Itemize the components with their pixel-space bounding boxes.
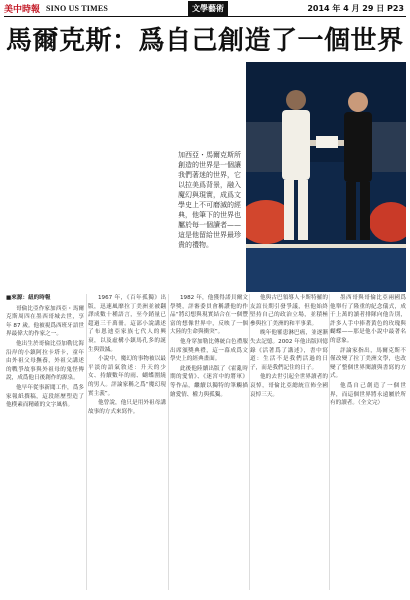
issue-date [307,3,404,14]
paragraph: 晚年他罹患淋巴癌，並逐漸失去記憶。2002 年他出版回憶錄《活著爲了講述》，書中寫道：生活不是我們活過的日子，而是我們記住的日子。 [250,330,328,371]
article-column-5 [330,294,406,594]
column-divider [168,294,169,590]
paragraph: 他與古巴領導人卡斯特羅的友誼長期引發爭議，但他始終堅持自己的政治立場，並積極參與拉丁美洲的和平事業。 [250,295,328,327]
paragraph: 他爲自己創造了一個世界，而這個世界將永遠屬於所有的讀者。（全文完） [330,382,406,407]
header-rule [4,16,406,17]
paragraph: 小說中，魔幻的事物被以最平淡的語氣敘述：升天的少女、持續數年的雨、蝴蝶圍繞的男人。評論家稱之爲“魔幻現實主義”。 [88,356,166,397]
photo-caption: 加西亞・馬爾克斯所創造的世界是一個讓我們著迷的世界，它以拉美爲背景，融入魔幻與現實，成爲文學史上不可磨滅的經典，他筆下的世界也屬於每一個讀者——這是他留給世界最珍貴的禮物。 [178,151,241,249]
paragraph: 墨西哥與哥倫比亞兩國爲他舉行了隆重的紀念儀式，成千上萬的讀者排隊向他告別，許多人手中捧著黃色的玫瑰與蝴蝶——那是他小說中最著名的意象。 [330,295,406,344]
paragraph: 1982 年，他獲得諾貝爾文學獎，評審委員會稱讚他的作品“將幻想與現實結合在一個豐富的想像世界中，反映了一個大陸的生命與衝突”。 [170,295,248,336]
paper-name: SINO US TIMES [46,3,109,13]
paragraph: 他曾說，他只是用外祖母講故事的方式來寫作。 [88,400,166,415]
article-column-4 [250,294,328,594]
paragraph: 他的去世引起全世界讀者的哀悼，哥倫比亞總統宣佈全國哀悼三天。 [250,374,328,398]
date-text: 2014 年 4 月 29 日 [307,3,385,13]
paragraph: 他出生於哥倫比亞加勒比海沿岸的小鎮阿拉卡塔卡，童年由外祖父母撫養，外祖父講述的戰爭故事與外祖母的鬼怪傳說，成爲他日後創作的源泉。 [6,340,84,382]
page-header [0,0,410,16]
paragraph: 他早年從事新聞工作，爲多家報紙撰稿，這段經歷塑造了他樸素而精確的文字風格。 [6,384,84,409]
article-column-2 [88,294,166,594]
paragraph: 哥倫比亞作家加西亞・馬爾克斯周四在墨西哥城去世，享年 87 歲。他被視爲西班牙語世界最偉大的作家之一。 [6,305,84,338]
paragraph: 此後他陸續出版了《霍亂時期的愛情》、《迷宮中的將軍》等作品，繼續以獨特的筆觸描繪愛情、權力與孤獨。 [170,365,248,398]
column-divider [86,294,87,590]
ceremony-photo [246,62,406,292]
article-headline: 馬爾克斯：爲自己創造了一個世界 [6,26,404,56]
page-number: P23 [387,3,404,13]
paragraph: 1967 年，《百年孤獨》出版，迅速風靡拉丁美洲並被翻譯成數十種語言，至今銷量已超過三千萬冊。這部小說講述了布恩迪亞家族七代人的興衰，以及虛構小鎮馬孔多的誕生與毀滅。 [88,295,166,353]
paper-logo: 美中時報 [4,4,41,15]
column-subtitle: ■來源：紐約時報 [6,295,51,301]
article-column-3 [170,294,248,594]
article-column-1 [6,294,84,594]
section-label: 文學藝術 [188,1,228,16]
paragraph: 評論家指出，馬爾克斯不僅改變了拉丁美洲文學，也改變了整個世界閱讀與書寫的方式。 [330,347,406,380]
paragraph: 他身穿加勒比傳統白色禮服出席頒獎典禮，這一幕成爲文學史上的經典畫面。 [170,338,248,363]
